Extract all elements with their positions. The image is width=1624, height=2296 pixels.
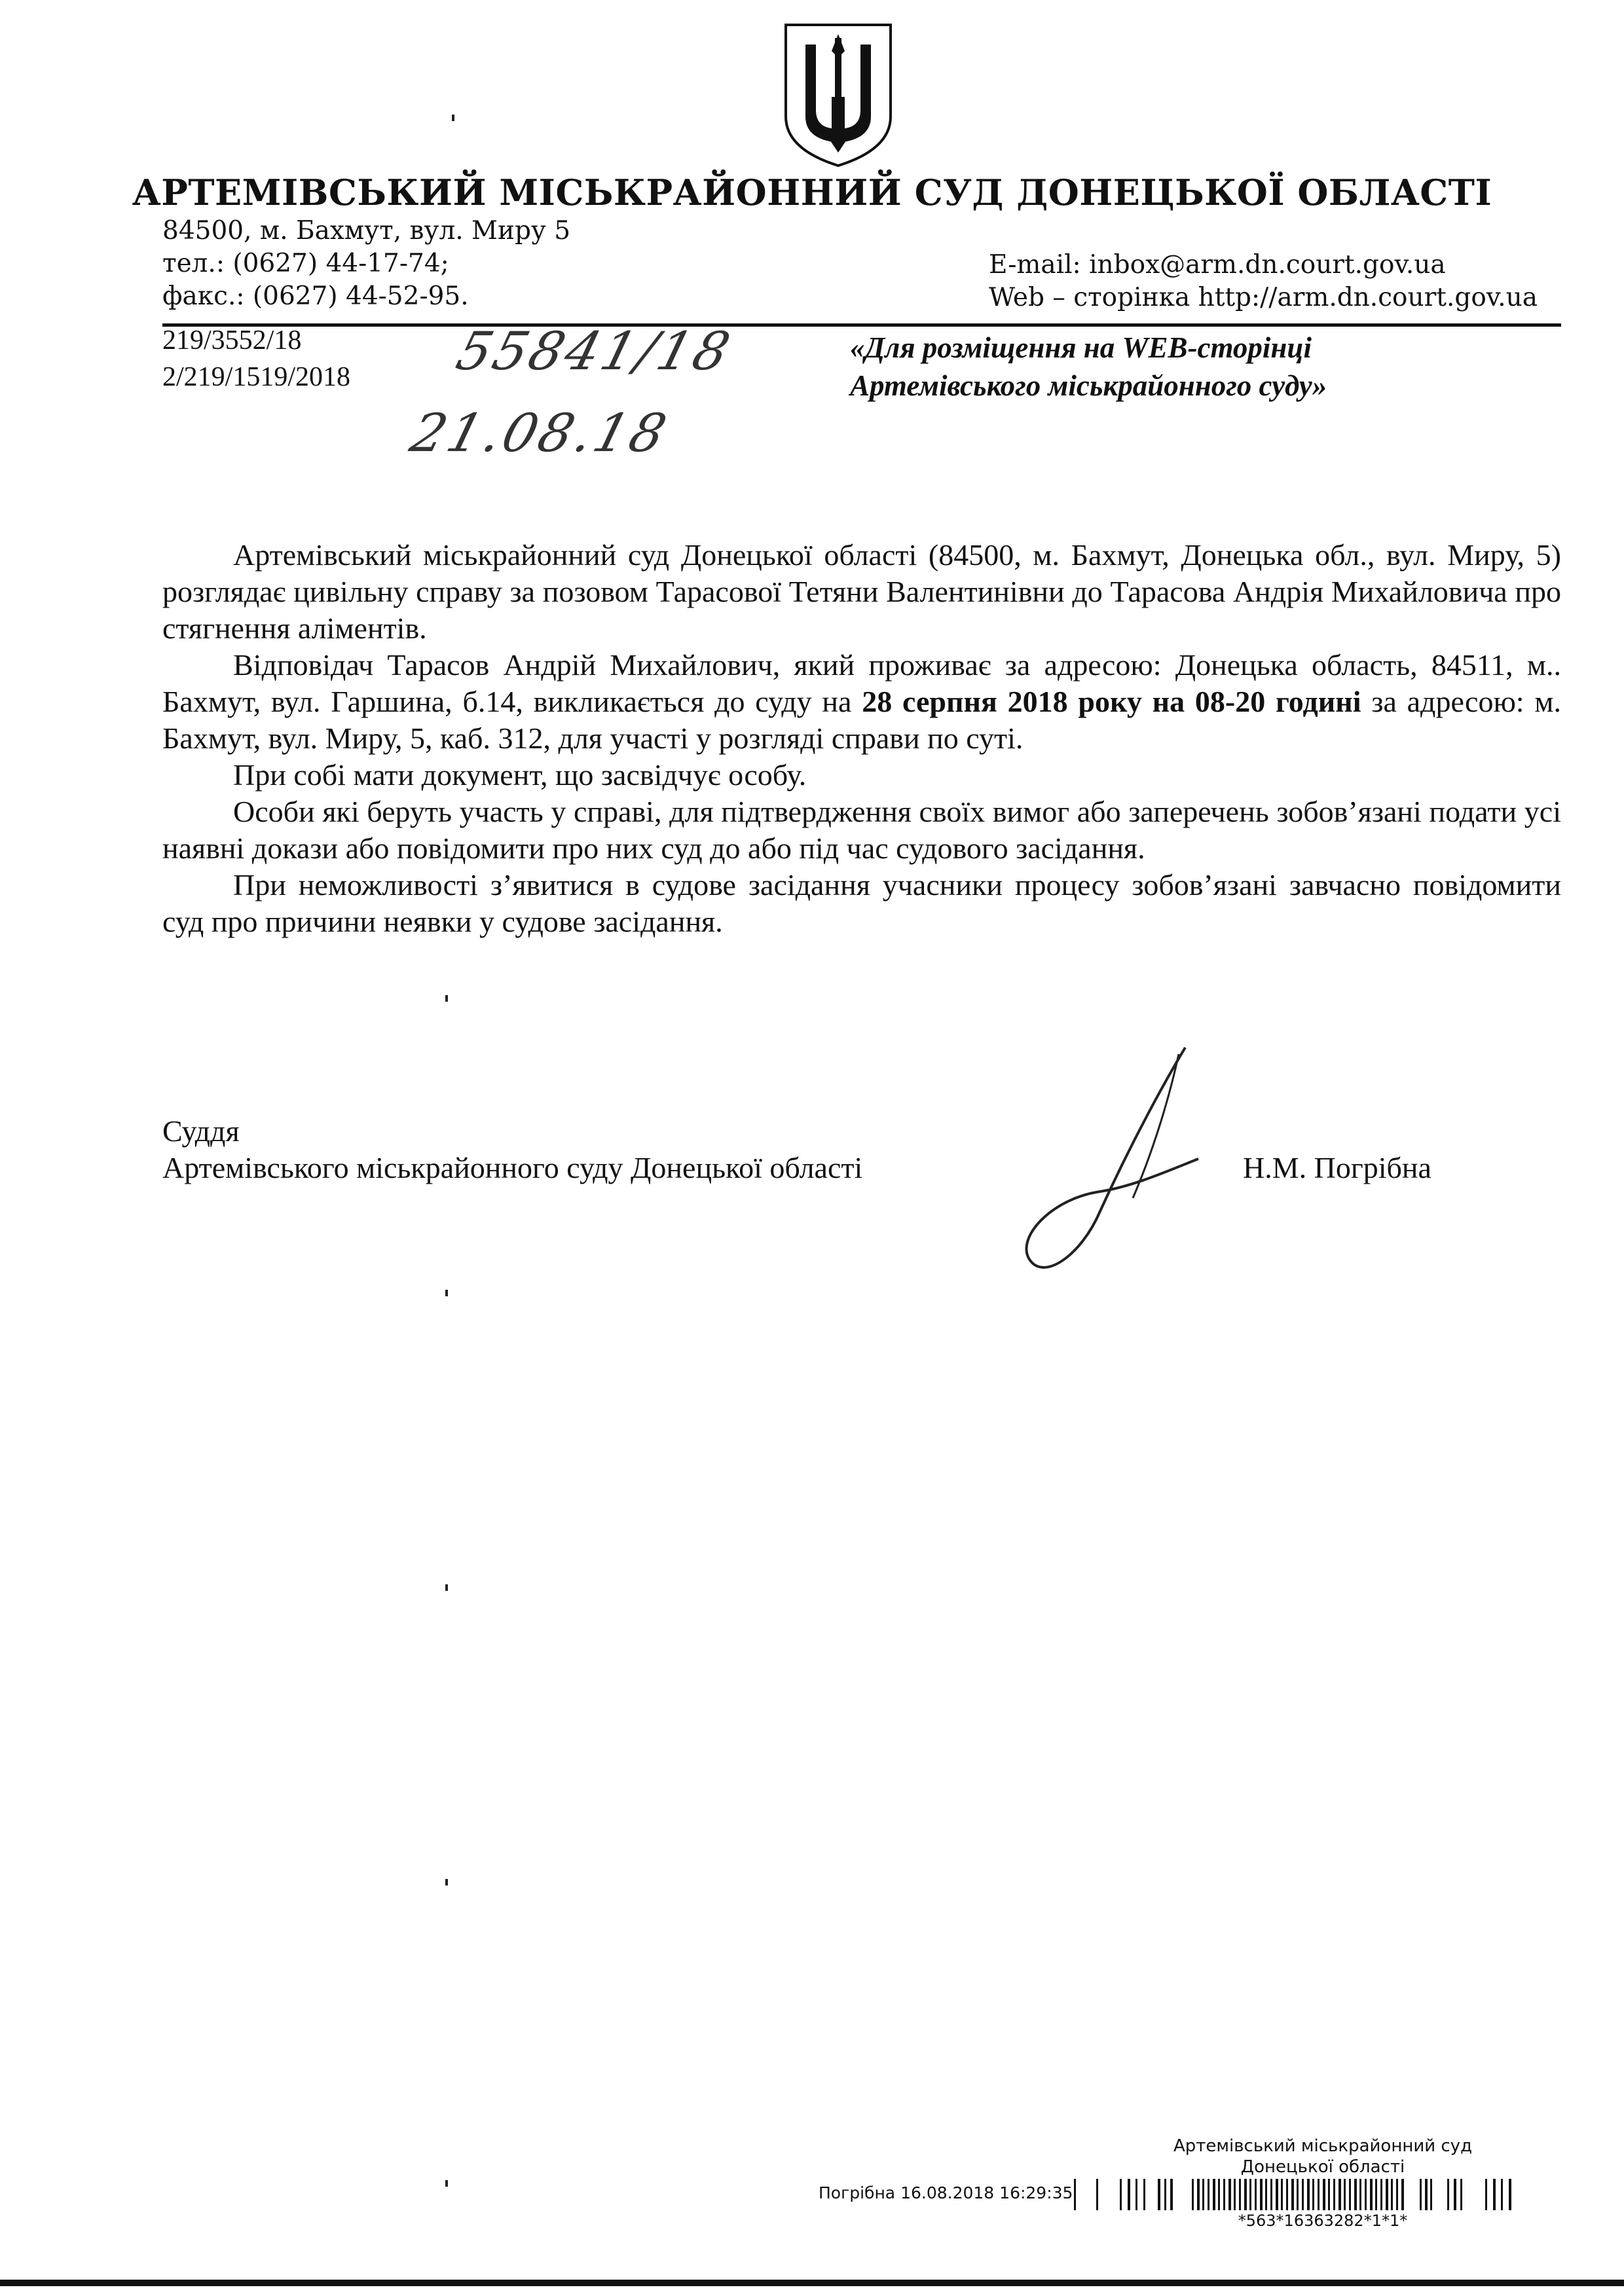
hearing-datetime: 28 серпня 2018 року на 08-20 годині — [862, 685, 1361, 718]
court-website: Web – сторінка http://arm.dn.court.gov.ua — [989, 283, 1538, 312]
handwritten-registration-date: 21.08.18 — [404, 403, 675, 464]
paragraph-evidence: Особи які беруть участь у справі, для підтвердження своїх вимог або заперечень зобов’язані подати усі наявні докази або повідомити про них суд до або під час судового засідання. — [162, 795, 1561, 865]
barcode-number: *563*16363282*1*1* — [1238, 2212, 1408, 2230]
header-divider — [162, 323, 1561, 327]
summons-body — [162, 537, 1561, 940]
scan-speck — [445, 2180, 448, 2187]
registry-stamp-court-line2: Донецької області — [1240, 2157, 1405, 2177]
court-email: E-mail: inbox@arm.dn.court.gov.ua — [989, 250, 1446, 280]
paragraph-id-document: При собі мати документ, що засвідчує особу. — [233, 758, 807, 792]
court-title: АРТЕМІВСЬКИЙ МІСЬКРАЙОННИЙ СУД ДОНЕЦЬКОЇ ОБЛАСТІ — [132, 172, 1492, 213]
court-phone: тел.: (0627) 44-17-74; — [162, 249, 449, 278]
summons-text-a: Відповідач Тарасов Андрій Михайлович, який проживає за адресою: Донецька область, 84511, м.. Бахмут, вул. Гаршина, б.14, викликається до суду на — [162, 648, 1561, 718]
scan-bottom-edge — [0, 2280, 1624, 2286]
court-fax: факс.: (0627) 44-52-95. — [162, 282, 469, 311]
publication-note-line2: Артемівського міськрайонного суду» — [850, 369, 1327, 402]
summons-text-b: за адресою: м. Бахмут, вул. Миру, 5, каб. 312, для участі у розгляді справи по суті. — [162, 685, 1561, 755]
scan-speck — [445, 1290, 448, 1296]
publication-note — [850, 329, 1327, 405]
publication-note-line1: «Для розміщення на WEB-сторінці — [850, 331, 1312, 364]
paragraph-absence: При неможливості з’явитися в судове засідання учасники процесу зобов’язані завчасно повідомити суд про причини неявки у судове засідання. — [162, 868, 1561, 938]
court-address: 84500, м. Бахмут, вул. Миру 5 — [162, 216, 571, 246]
registry-stamp-court — [1172, 2136, 1473, 2178]
court-online-contacts — [989, 249, 1538, 314]
case-number: 219/3552/18 — [162, 325, 302, 355]
scan-speck — [445, 1879, 448, 1886]
judge-title: Суддя — [162, 1114, 240, 1148]
case-references — [162, 322, 350, 395]
court-contacts — [162, 215, 570, 313]
scan-speck — [445, 995, 448, 1002]
paragraph-summons — [162, 647, 1561, 757]
registry-stamp-court-line1: Артемівський міськрайонний суд — [1173, 2136, 1473, 2156]
signature-block — [162, 1113, 862, 1186]
barcode — [1074, 2179, 1559, 2210]
judge-court: Артемівського міськрайонного суду Донецької області — [162, 1151, 863, 1184]
judge-name: Н.М. Погрібна — [1243, 1151, 1431, 1184]
scan-speck — [445, 1584, 448, 1591]
handwritten-signature — [1002, 1041, 1218, 1290]
coat-of-arms-icon — [779, 18, 897, 169]
scan-speck — [452, 115, 454, 121]
handwritten-registration-number: 55841/18 — [450, 321, 739, 382]
registry-stamp-user-time: Погрібна 16.08.2018 16:29:35 — [819, 2183, 1073, 2202]
paragraph-case: Артемівський міськрайонний суд Донецької області (84500, м. Бахмут, Донецька обл., вул. Миру, 5) розглядає цивільну справу за позовом Тарасової Тетяни Валентинівни до Тарасова Андрія Михайловича про стягнення аліментів. — [162, 538, 1561, 645]
proceeding-number: 2/219/1519/2018 — [162, 362, 351, 392]
